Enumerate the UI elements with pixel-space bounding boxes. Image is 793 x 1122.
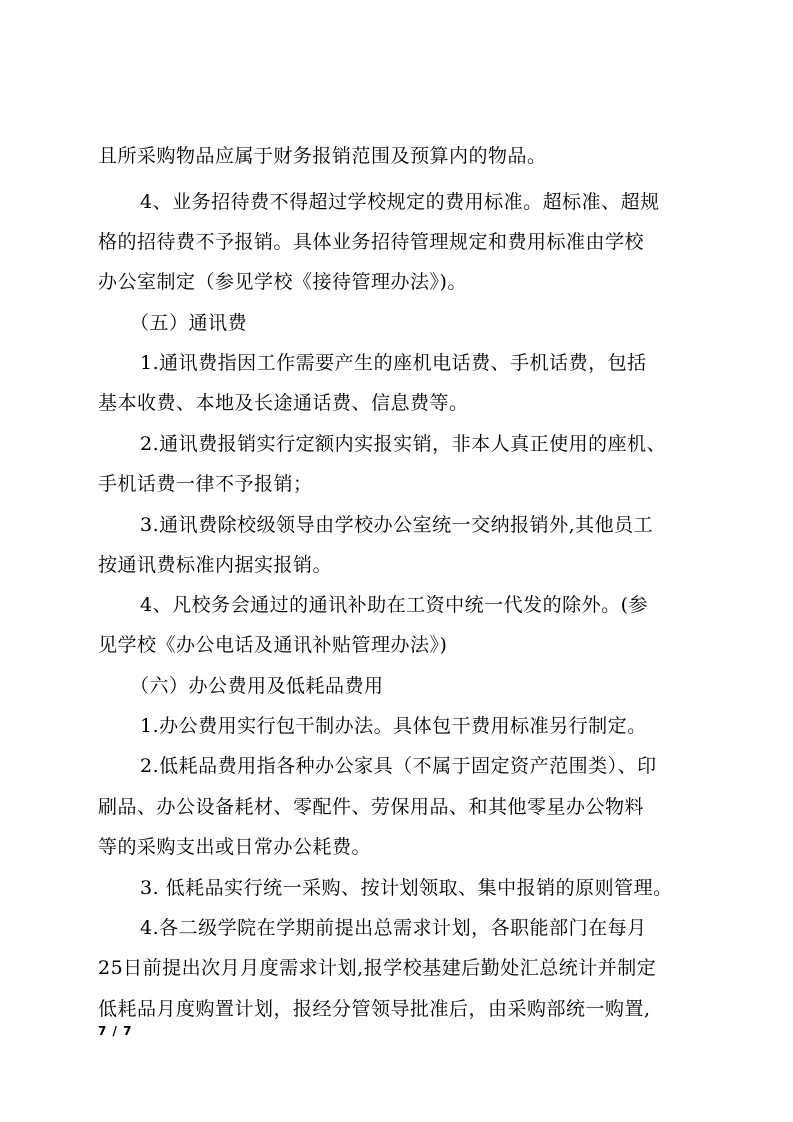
section-heading: （六）办公费用及低耗品费用: [130, 675, 384, 697]
text-line: 4.各二级学院在学期前提出总需求计划，各职能部门在每月: [140, 917, 647, 939]
text-line: 低耗品月度购置计划，报经分管领导批准后，由采购部统一购置,: [98, 998, 651, 1020]
text-line: 手机话费一律不予报销；: [98, 473, 313, 495]
page-number: 7 / 7: [98, 1024, 133, 1038]
text-line: 2.通讯费报销实行定额内实报实销，非本人真正使用的座机、: [140, 433, 667, 455]
text-line: 见学校《办公电话及通讯补贴管理办法》): [98, 634, 448, 656]
text-line: 1.办公费用实行包干制办法。具体包干费用标准另行制定。: [140, 715, 647, 737]
section-heading: （五）通讯费: [130, 312, 248, 334]
text-line: 3. 低耗品实行统一采购、按计划领取、集中报销的原则管理。: [140, 877, 673, 899]
text-line: 25日前提出次月月度需求计划,报学校基建后勤处汇总统计并制定: [98, 957, 657, 979]
text-line: 等的采购支出或日常办公耗费。: [98, 836, 372, 858]
text-line: 4、业务招待费不得超过学校规定的费用标准。超标准、超规: [140, 191, 660, 213]
text-line: 办公室制定（参见学校《接待管理办法》)。: [98, 271, 467, 293]
text-line: 格的招待费不予报销。具体业务招待管理规定和费用标准由学校: [98, 231, 645, 253]
text-line: 1.通讯费指因工作需要产生的座机电话费、手机话费，包括: [140, 352, 647, 374]
text-line: 基本收费、本地及长途通话费、信息费等。: [98, 392, 469, 414]
text-line: 2.低耗品费用指各种办公家具（不属于固定资产范围类）、印: [140, 755, 657, 777]
text-line: 按通讯费标准内据实报销。: [98, 554, 333, 576]
text-line: 4、凡校务会通过的通讯补助在工资中统一代发的除外。(参: [140, 594, 649, 616]
text-line: 且所采购物品应属于财务报销范围及预算内的物品。: [98, 145, 547, 167]
text-line: 刷品、办公设备耗材、零配件、劳保用品、和其他零星办公物料: [98, 796, 645, 818]
text-line: 3.通讯费除校级领导由学校办公室统一交纳报销外,其他员工: [140, 514, 654, 536]
